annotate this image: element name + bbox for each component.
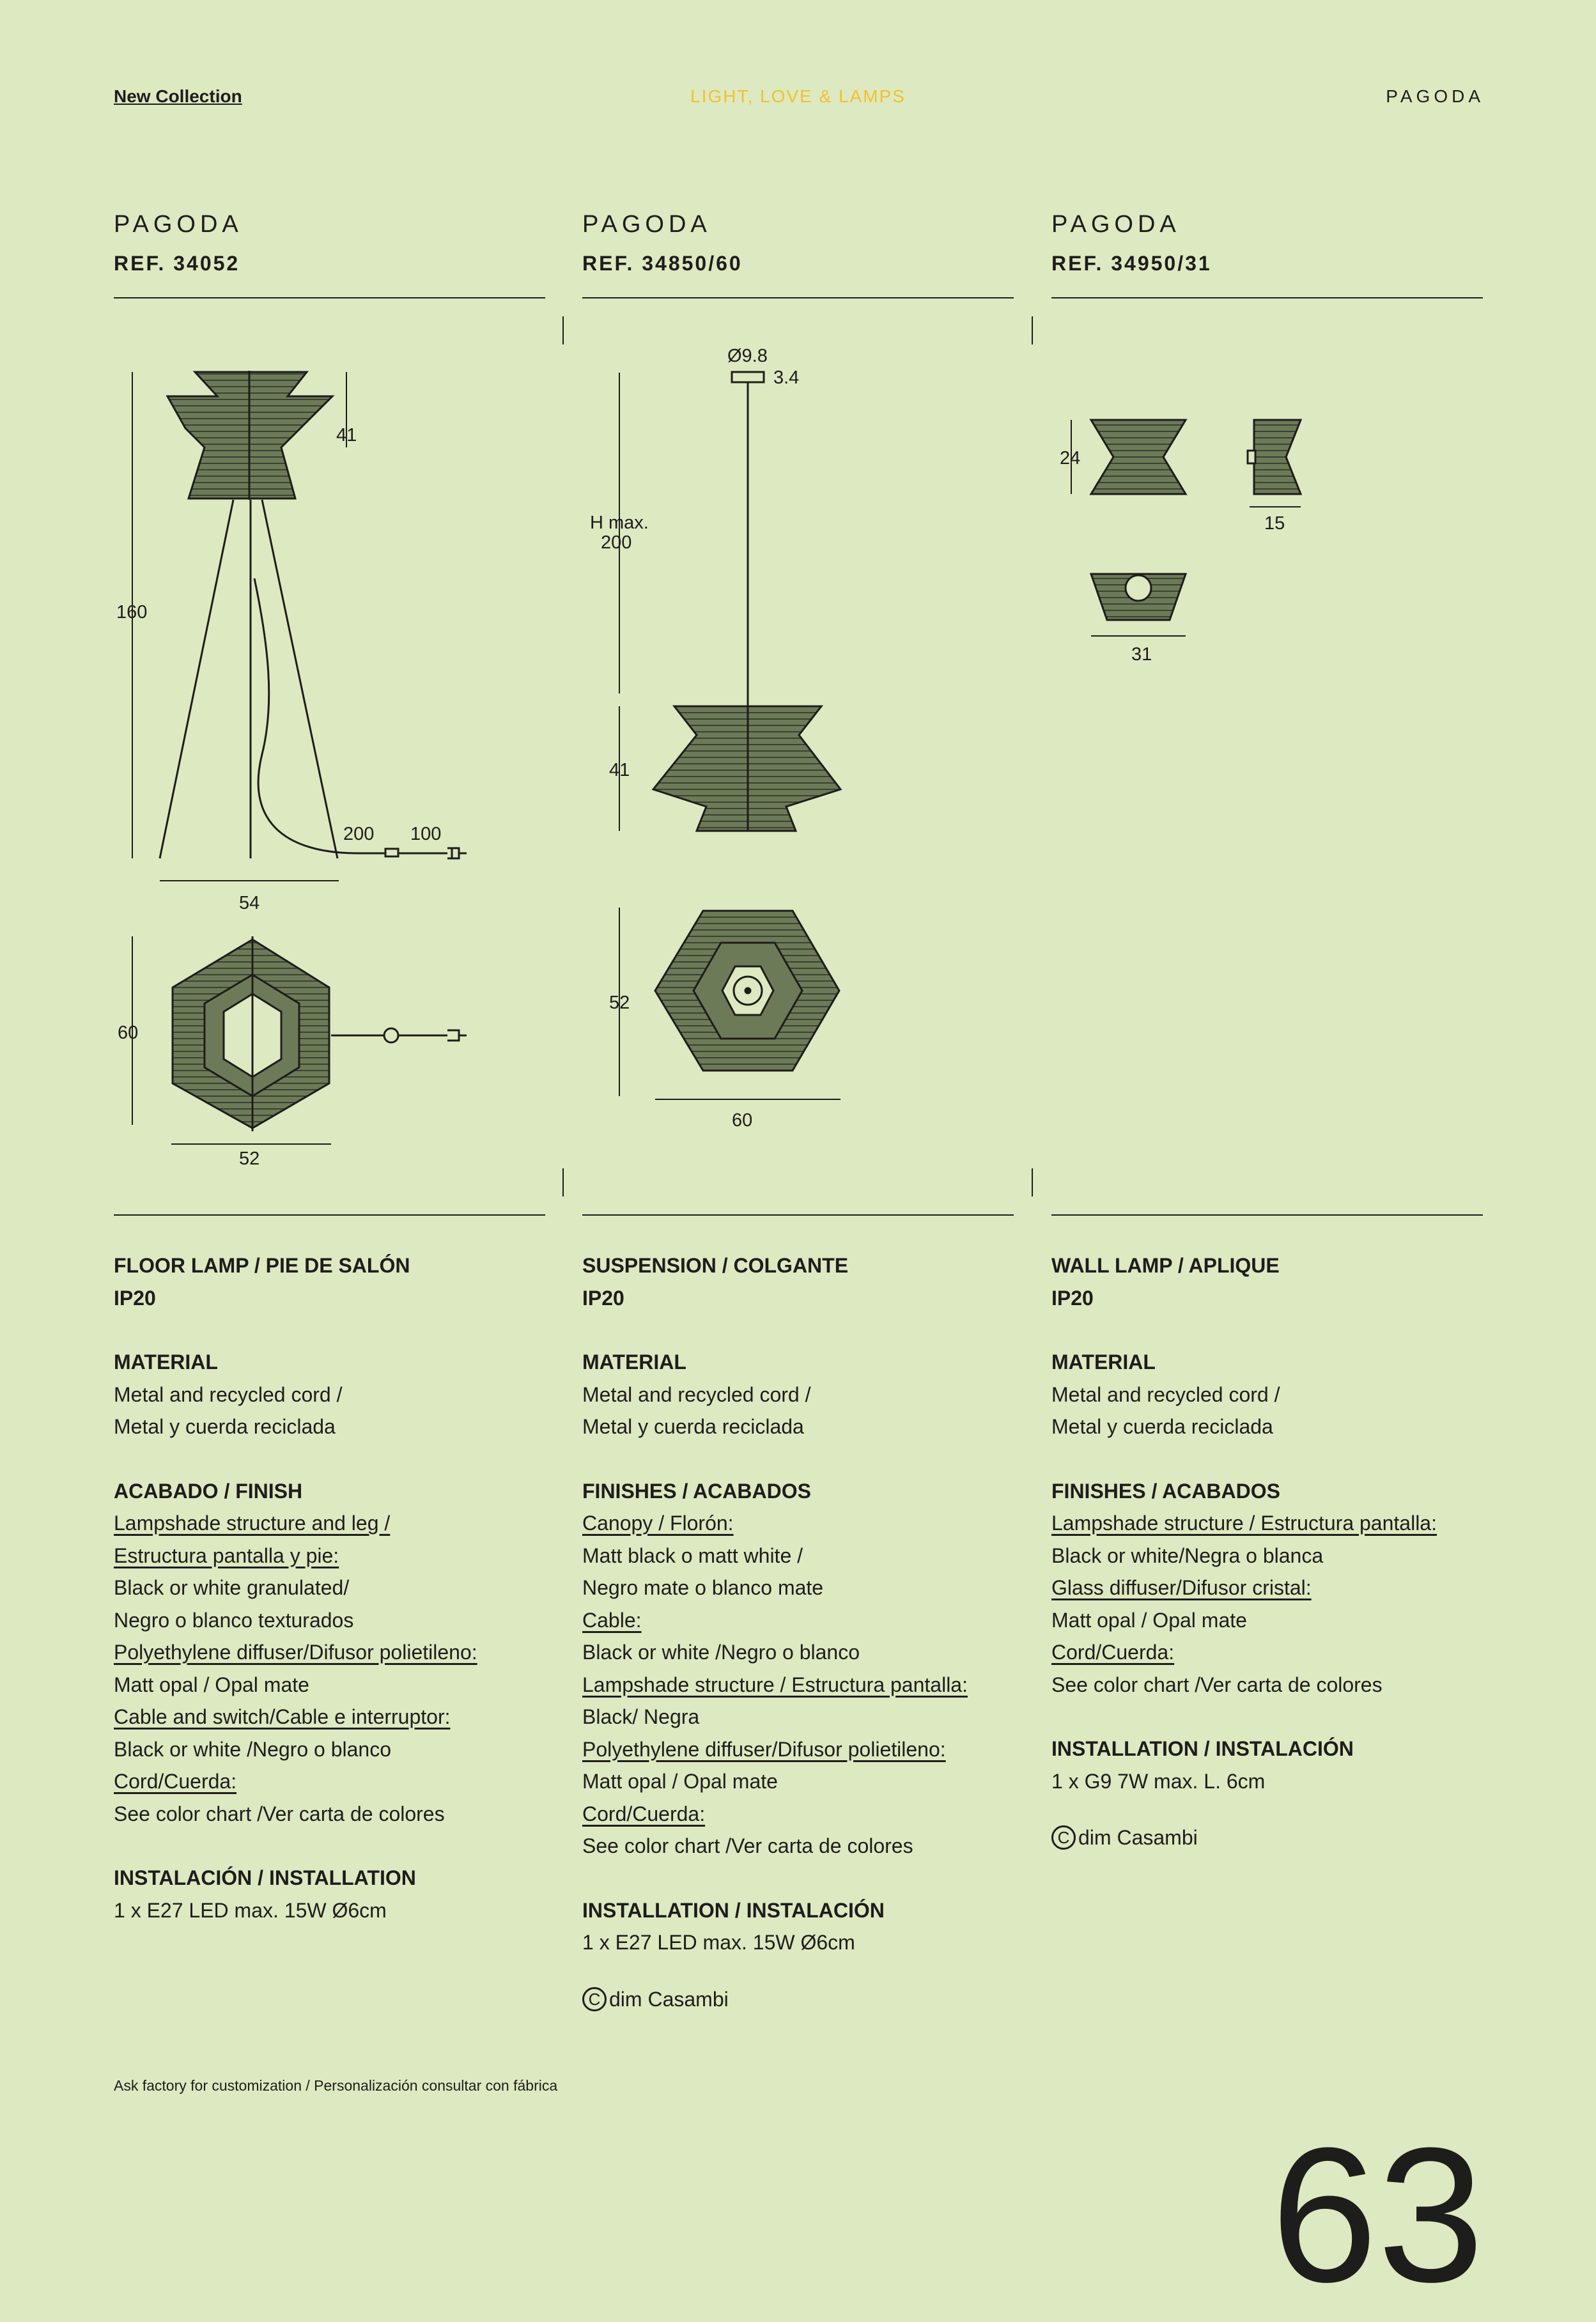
material-line: Metal y cuerda reciclada	[582, 1415, 804, 1438]
finish-title: ACABADO / FINISH	[114, 1479, 303, 1503]
wall-height-label: 24	[1060, 448, 1081, 468]
finish-line: Cable:	[582, 1608, 642, 1632]
suspension-lamp-drawing	[619, 372, 841, 1099]
suspension-top-depth-label: 52	[609, 993, 630, 1013]
material-title: MATERIAL	[114, 1351, 218, 1374]
copyright-c-icon: C	[582, 1987, 607, 2011]
suspension-canopy-diameter-label: Ø9.8	[727, 346, 768, 366]
floor-cable-label: 200	[343, 824, 375, 844]
spec-floor	[114, 1250, 477, 1926]
product-ref: REF. 34850/60	[582, 252, 743, 275]
finish-line: Negro o blanco texturados	[114, 1608, 354, 1632]
casambi-label: dim Casambi	[1078, 1826, 1198, 1849]
floor-base-width-label: 54	[239, 893, 260, 913]
product-type: FLOOR LAMP / PIE DE SALÓN	[114, 1254, 410, 1277]
install-spec: 1 x E27 LED max. 15W Ø6cm	[582, 1931, 855, 1954]
product-type: WALL LAMP / APLIQUE	[1051, 1254, 1280, 1277]
spec-wall	[1051, 1250, 1437, 1854]
footer-note: Ask factory for customization / Personalización consultar con fábrica	[114, 2077, 558, 2094]
finish-line: Matt opal / Opal mate	[114, 1673, 309, 1696]
suspension-top-width-label: 60	[732, 1110, 753, 1131]
material-line: Metal y cuerda reciclada	[114, 1415, 336, 1438]
floor-lamp-drawing	[132, 371, 467, 1144]
product-type: SUSPENSION / COLGANTE	[582, 1254, 849, 1277]
suspension-hmax-value: 200	[601, 532, 632, 553]
casambi-badge	[1051, 1822, 1437, 1854]
material-line: Metal and recycled cord /	[582, 1382, 811, 1406]
page-number: 63	[1271, 2107, 1484, 2322]
finish-line: Lampshade structure / Estructura pantalla:	[1051, 1512, 1437, 1535]
finish-title: FINISHES / ACABADOS	[582, 1479, 811, 1503]
finish-line: Cord/Cuerda:	[1051, 1641, 1175, 1664]
finish-line: Cord/Cuerda:	[114, 1770, 237, 1793]
floor-cord-label: 100	[410, 824, 442, 844]
floor-top-depth-label: 60	[118, 1023, 139, 1043]
finish-line: Cord/Cuerda:	[582, 1802, 706, 1825]
material-title: MATERIAL	[582, 1351, 686, 1374]
finish-line: Matt opal / Opal mate	[582, 1770, 778, 1793]
casambi-label: dim Casambi	[609, 1987, 729, 2011]
header-new-collection-link[interactable]: New Collection	[114, 86, 242, 106]
finish-line: Black/ Negra	[582, 1705, 700, 1728]
wall-depth-label: 15	[1264, 513, 1285, 534]
finish-line: Matt black o matt white /	[582, 1544, 803, 1567]
suspension-canopy-height-label: 3.4	[773, 368, 800, 388]
wall-width-label: 31	[1131, 644, 1152, 665]
material-line: Metal and recycled cord /	[1051, 1382, 1280, 1406]
finish-line: Estructura pantalla y pie:	[114, 1544, 339, 1567]
material-title: MATERIAL	[1051, 1351, 1156, 1374]
product-name: PAGODA	[114, 211, 243, 238]
material-line: Metal and recycled cord /	[114, 1382, 343, 1406]
finish-line: See color chart /Ver carta de colores	[1051, 1673, 1383, 1696]
install-title: INSTALLATION / INSTALACIÓN	[582, 1898, 885, 1922]
suspension-shade-height-label: 41	[609, 760, 630, 780]
header-tagline: LIGHT, LOVE & LAMPS	[690, 86, 906, 106]
finish-line: See color chart /Ver carta de colores	[114, 1802, 445, 1825]
ip-rating: IP20	[114, 1286, 156, 1310]
product-name: PAGODA	[1051, 211, 1181, 238]
finish-line: Glass diffuser/Difusor cristal:	[1051, 1576, 1312, 1599]
product-ref: REF. 34052	[114, 252, 240, 275]
finish-line: Lampshade structure and leg /	[114, 1512, 391, 1535]
ip-rating: IP20	[582, 1286, 624, 1310]
finish-line: Negro mate o blanco mate	[582, 1576, 824, 1599]
material-line: Metal y cuerda reciclada	[1051, 1415, 1273, 1438]
ip-rating: IP20	[1051, 1286, 1094, 1310]
finish-line: Black or white/Negra o blanca	[1051, 1544, 1324, 1567]
finish-line: Polyethylene diffuser/Difusor polietileno:	[114, 1641, 477, 1664]
header-product-family: PAGODA	[1386, 86, 1484, 106]
finish-line: Lampshade structure / Estructura pantalla:	[582, 1673, 968, 1696]
finish-line: See color chart /Ver carta de colores	[582, 1834, 913, 1857]
finish-line: Black or white /Negro o blanco	[582, 1641, 860, 1664]
install-title: INSTALLATION / INSTALACIÓN	[1051, 1737, 1354, 1760]
finish-line: Black or white granulated/	[114, 1576, 350, 1599]
install-spec: 1 x G9 7W max. L. 6cm	[1051, 1769, 1266, 1793]
finish-line: Black or white /Negro o blanco	[114, 1737, 391, 1761]
spec-suspension	[582, 1250, 968, 2015]
finish-line: Cable and switch/Cable e interruptor:	[114, 1705, 451, 1728]
finish-line: Matt opal / Opal mate	[1051, 1608, 1247, 1632]
install-title: INSTALACIÓN / INSTALLATION	[114, 1866, 416, 1889]
casambi-badge	[582, 1983, 968, 2016]
product-name: PAGODA	[582, 211, 711, 238]
floor-height-label: 160	[116, 602, 148, 623]
suspension-hmax-label: H max.	[590, 513, 649, 533]
finish-title: FINISHES / ACABADOS	[1051, 1479, 1280, 1503]
install-spec: 1 x E27 LED max. 15W Ø6cm	[114, 1898, 387, 1922]
product-ref: REF. 34950/31	[1051, 252, 1212, 275]
finish-line: Polyethylene diffuser/Difusor polietileno:	[582, 1737, 946, 1761]
floor-shade-height-label: 41	[336, 425, 357, 445]
copyright-c-icon: C	[1051, 1825, 1076, 1850]
finish-line: Canopy / Florón:	[582, 1512, 734, 1535]
floor-top-width-label: 52	[239, 1149, 260, 1169]
